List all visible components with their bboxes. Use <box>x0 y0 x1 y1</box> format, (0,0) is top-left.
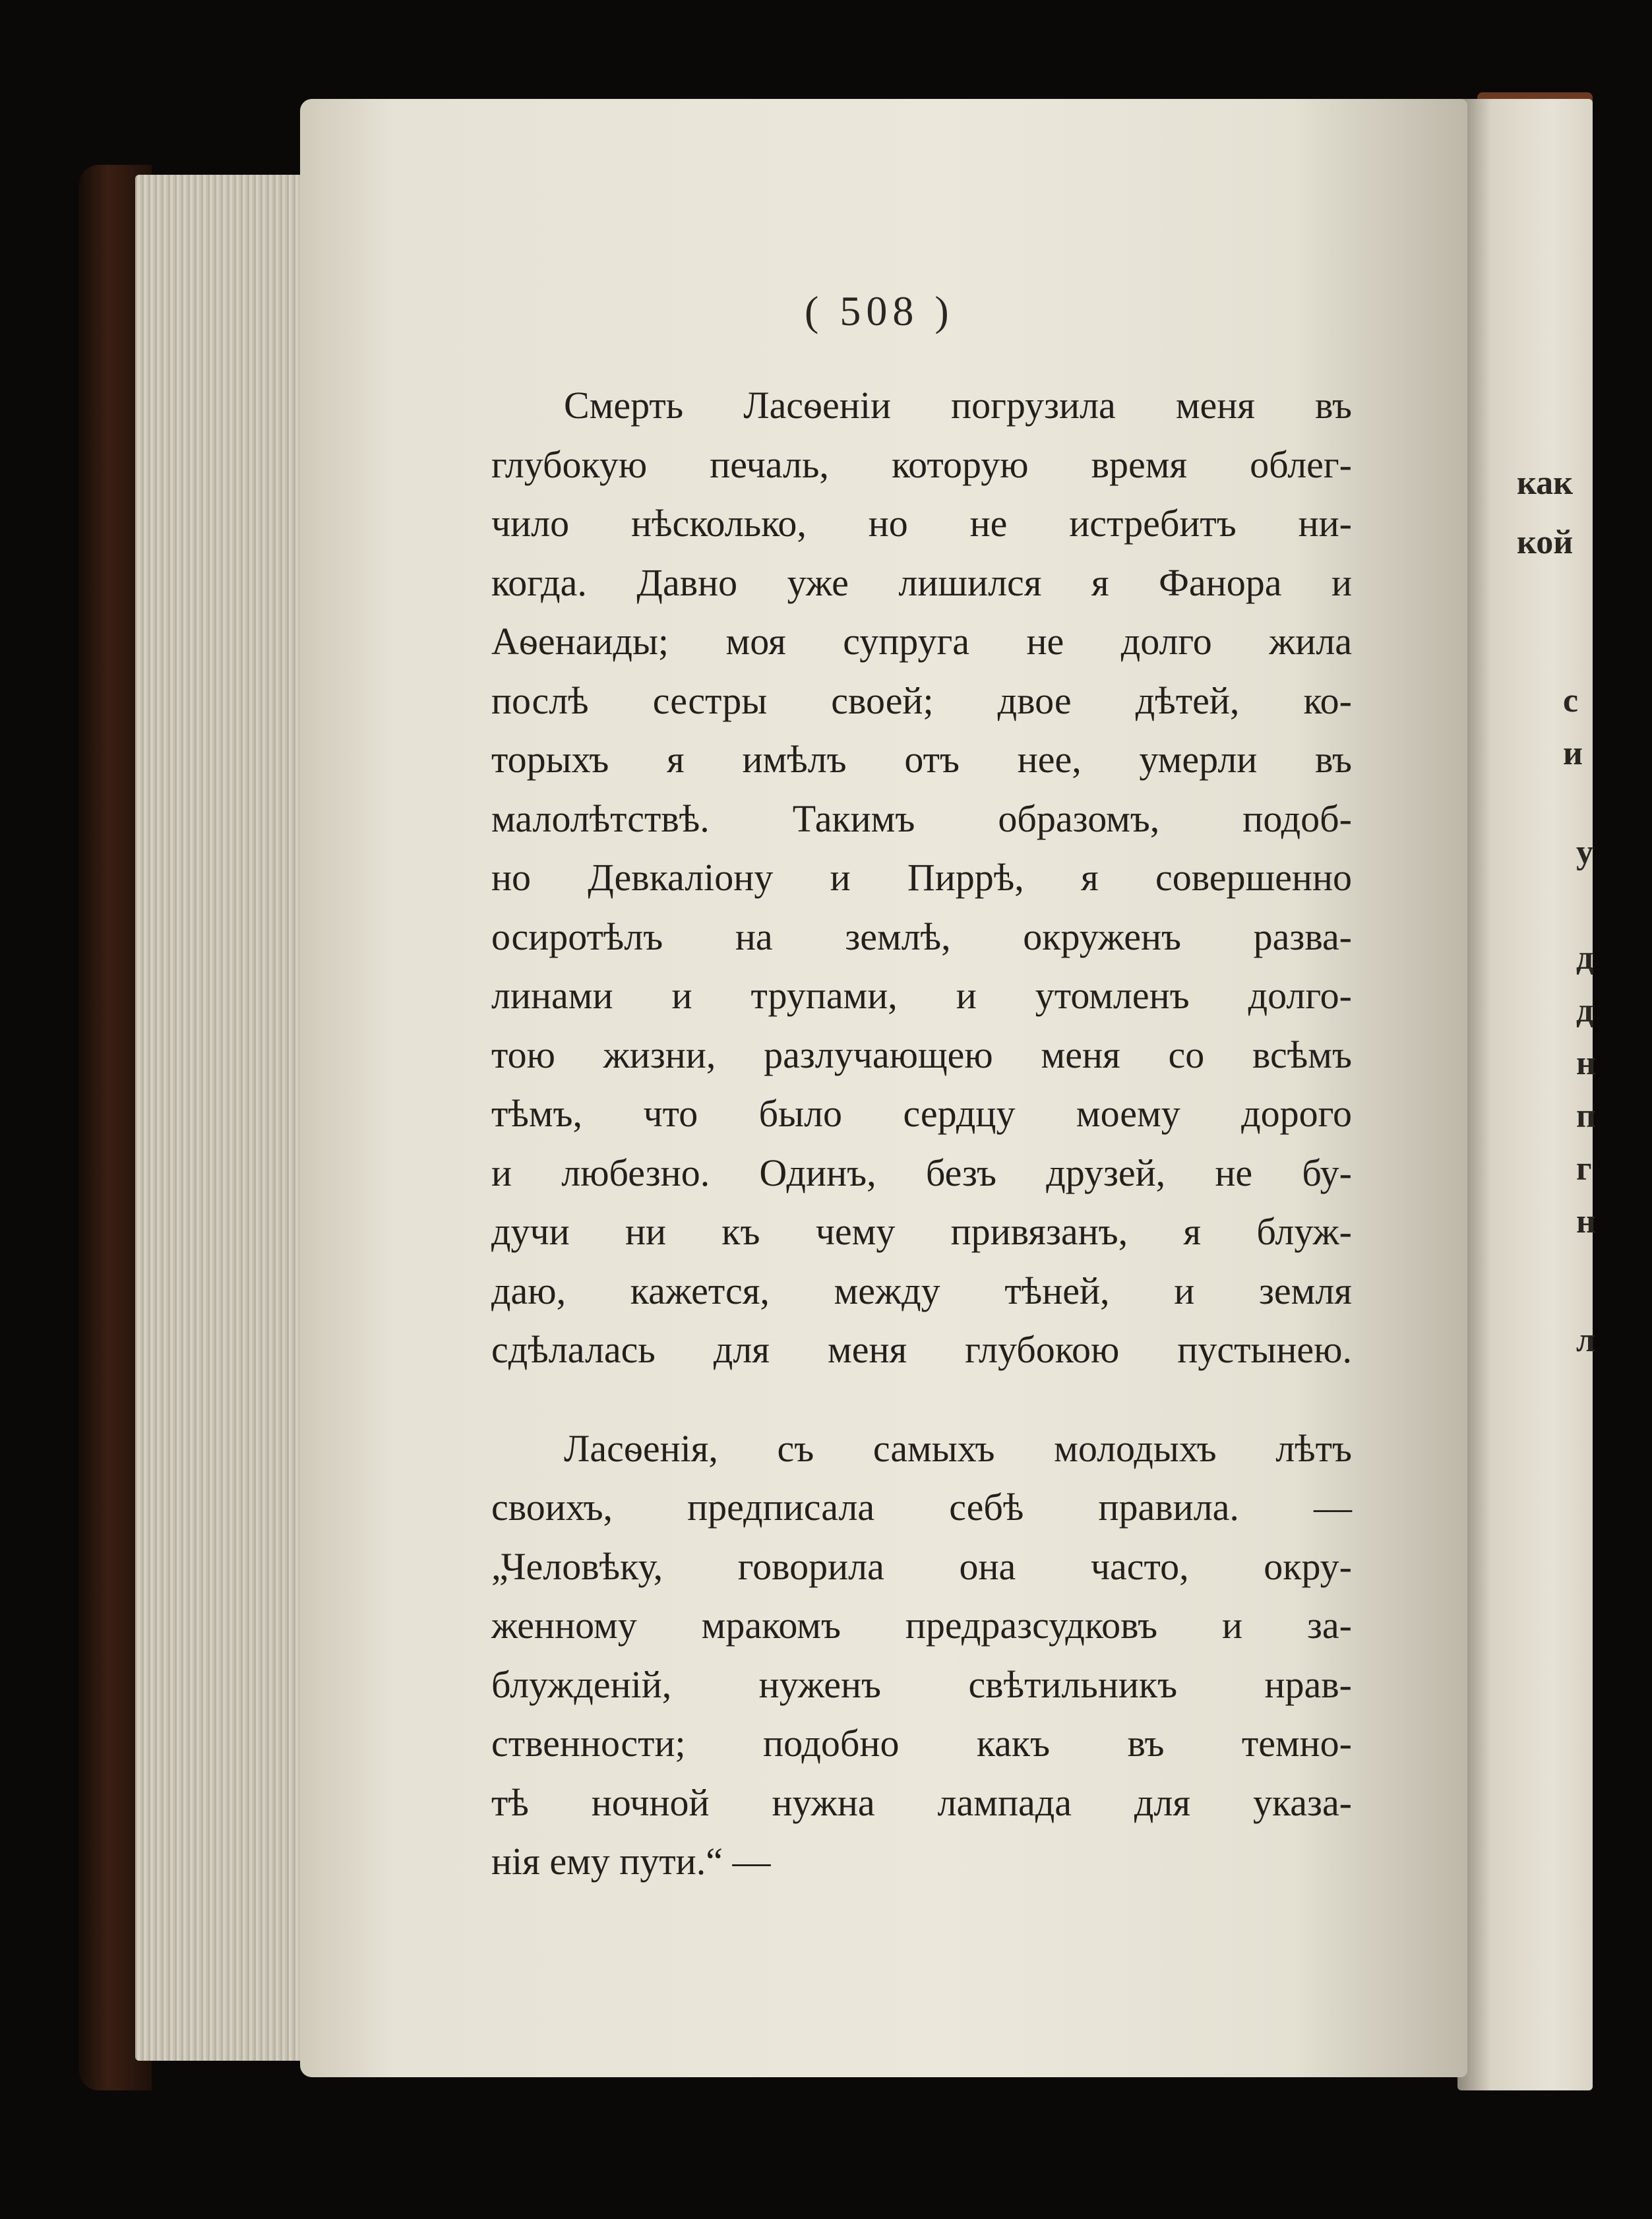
facing-page-fragment: и <box>1563 735 1583 772</box>
text-line: Аѳенаиды; моя супруга не долго жила <box>491 620 1352 663</box>
text-line: тою жизни, разлучающею меня со всѣмъ <box>491 1033 1352 1076</box>
facing-page-fragment: у <box>1576 834 1593 871</box>
text-line: ственности; подобно какъ въ темно- <box>491 1722 1352 1765</box>
facing-page-fragment: как <box>1517 464 1574 502</box>
facing-page-fragment: н <box>1576 1045 1596 1082</box>
paragraph-2 <box>491 1419 1352 1891</box>
text-line: дучи ни къ чему привязанъ, я блуж- <box>491 1210 1352 1253</box>
text-line: женному мракомъ предразсудковъ и за- <box>491 1604 1352 1647</box>
facing-page-fragment: д <box>1576 992 1594 1029</box>
facing-page-fragment: л <box>1576 1322 1596 1359</box>
text-line: когда. Давно уже лишился я Фанора и <box>491 561 1352 604</box>
text-line: торыхъ я имѣлъ отъ нее, умерли въ <box>491 738 1352 781</box>
text-line: даю, кажется, между тѣней, и земля <box>491 1269 1352 1312</box>
paragraph-spacing <box>491 1380 1352 1419</box>
facing-page <box>1457 99 1593 2090</box>
page-number: ( 508 ) <box>805 288 954 334</box>
text-line: блужденій, нуженъ свѣтильникъ нрав- <box>491 1662 1352 1706</box>
text-line: чило нѣсколько, но не истребитъ ни- <box>491 502 1352 545</box>
text-line: малолѣтствѣ. Такимъ образомъ, подоб- <box>491 797 1352 840</box>
page-text <box>491 376 1352 1891</box>
text-line: глубокую печаль, которую время облег- <box>491 442 1352 486</box>
facing-page-fragment: г <box>1576 1150 1592 1188</box>
facing-page-fragment: н <box>1576 1203 1596 1240</box>
text-line: тѣ ночной нужна лампада для указа- <box>491 1780 1352 1824</box>
text-line: Ласѳенія, съ самыхъ молодыхъ лѣтъ <box>564 1426 1352 1470</box>
facing-page-fragment: д <box>1576 939 1594 977</box>
facing-page-fragment: п <box>1576 1097 1596 1135</box>
facing-page-fragment: с <box>1563 682 1579 719</box>
text-line: линами и трупами, и утомленъ долго- <box>491 974 1352 1017</box>
facing-page-fragment: кой <box>1517 524 1574 561</box>
text-line: тѣмъ, что было сердцу моему дорого <box>491 1092 1352 1135</box>
paragraph-1 <box>491 376 1352 1380</box>
text-line: но Девкаліону и Пиррѣ, я совершенно <box>491 856 1352 899</box>
text-line: „Человѣку, говорила она часто, окру- <box>491 1544 1352 1588</box>
text-line: нія ему пути.“ — <box>491 1840 771 1883</box>
text-line: и любезно. Одинъ, безъ друзей, не бу- <box>491 1151 1352 1194</box>
text-line: Смерть Ласѳеніи погрузила меня въ <box>564 384 1352 427</box>
text-line: сдѣлалась для меня глубокою пустынею. <box>491 1328 1352 1371</box>
text-line: своихъ, предписала себѣ правила. — <box>491 1486 1352 1529</box>
text-line: послѣ сестры своей; двое дѣтей, ко- <box>491 679 1352 722</box>
text-line: осиротѣлъ на землѣ, окруженъ разва- <box>491 915 1352 958</box>
